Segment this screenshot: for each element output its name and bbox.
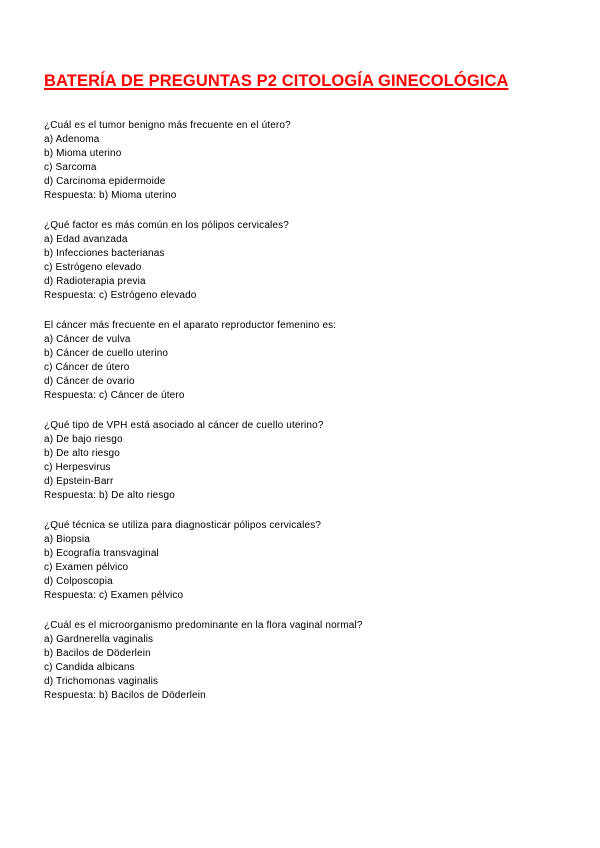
option-c: c) Cáncer de útero xyxy=(44,362,130,373)
option-d: d) Carcinoma epidermoide xyxy=(44,176,166,187)
question-block-5 xyxy=(44,519,564,603)
option-b: b) Infecciones bacterianas xyxy=(44,248,165,259)
option-b: b) Cáncer de cuello uterino xyxy=(44,348,169,359)
question-text: ¿Qué factor es más común en los pólipos cervicales? xyxy=(44,220,289,231)
question-block-6 xyxy=(44,619,564,703)
option-d: d) Cáncer de ovario xyxy=(44,376,135,387)
answer-text: Respuesta: b) De alto riesgo xyxy=(44,490,175,501)
option-b: b) Bacilos de Döderlein xyxy=(44,648,151,659)
option-c: c) Candida albicans xyxy=(44,662,135,673)
question-text: ¿Cuál es el microorganismo predominante en la flora vaginal normal? xyxy=(44,620,363,631)
answer-text: Respuesta: c) Examen pélvico xyxy=(44,590,184,601)
option-a: a) Cáncer de vulva xyxy=(44,334,131,345)
option-d: d) Radioterapia previa xyxy=(44,276,146,287)
answer-text: Respuesta: c) Estrógeno elevado xyxy=(44,290,197,301)
option-b: b) Mioma uterino xyxy=(44,148,122,159)
option-c: c) Estrógeno elevado xyxy=(44,262,142,273)
option-b: b) Ecografía transvaginal xyxy=(44,548,159,559)
option-d: d) Colposcopia xyxy=(44,576,113,587)
option-a: a) Biopsia xyxy=(44,534,90,545)
question-block-2 xyxy=(44,219,564,303)
question-text: ¿Cuál es el tumor benigno más frecuente en el útero? xyxy=(44,120,291,131)
question-block-1 xyxy=(44,119,564,203)
option-b: b) De alto riesgo xyxy=(44,448,120,459)
question-block-4 xyxy=(44,419,564,503)
option-c: c) Herpesvirus xyxy=(44,462,111,473)
option-a: a) Gardnerella vaginalis xyxy=(44,634,154,645)
question-list xyxy=(44,119,564,719)
option-d: d) Trichomonas vaginalis xyxy=(44,676,159,687)
option-c: c) Sarcoma xyxy=(44,162,97,173)
option-a: a) De bajo riesgo xyxy=(44,434,123,445)
answer-text: Respuesta: b) Bacilos de Döderlein xyxy=(44,690,206,701)
option-a: a) Edad avanzada xyxy=(44,234,128,245)
option-d: d) Epstein-Barr xyxy=(44,476,114,487)
question-text: ¿Qué técnica se utiliza para diagnosticar pólipos cervicales? xyxy=(44,520,322,531)
document-title: BATERÍA DE PREGUNTAS P2 CITOLOGÍA GINECOLÓGICA xyxy=(44,72,509,90)
option-a: a) Adenoma xyxy=(44,134,100,145)
question-block-3 xyxy=(44,319,564,403)
question-text: ¿Qué tipo de VPH está asociado al cáncer de cuello uterino? xyxy=(44,420,324,431)
answer-text: Respuesta: c) Cáncer de útero xyxy=(44,390,185,401)
answer-text: Respuesta: b) Mioma uterino xyxy=(44,190,177,201)
option-c: c) Examen pélvico xyxy=(44,562,129,573)
question-text: El cáncer más frecuente en el aparato reproductor femenino es: xyxy=(44,320,337,331)
